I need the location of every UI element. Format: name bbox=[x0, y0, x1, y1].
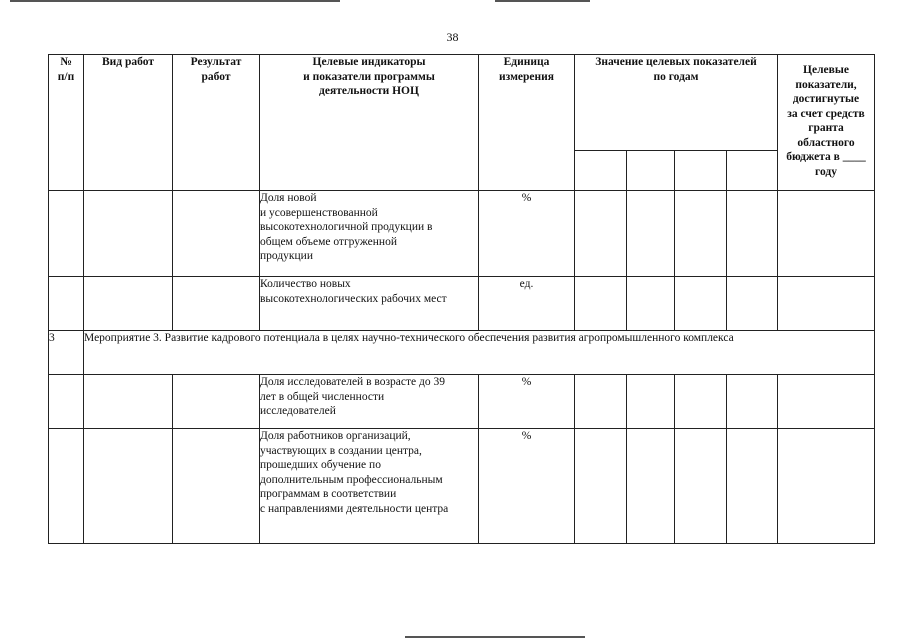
year-cell-4 bbox=[727, 151, 778, 191]
header-work-result: Результат работ bbox=[173, 55, 260, 191]
header-indicators: Целевые индикаторы и показатели программы деятельности НОЦ bbox=[260, 55, 479, 191]
unit-cell: % bbox=[479, 429, 575, 544]
unit-cell: % bbox=[479, 375, 575, 429]
scan-edge-top-right bbox=[495, 0, 590, 2]
scan-edge-bottom bbox=[405, 636, 585, 638]
header-values-by-year: Значение целевых показателей по годам bbox=[575, 55, 778, 151]
indicator-cell: Доля новой и усовершенствованной высокотехнологичной продукции в общем объеме отгруженной продукции bbox=[260, 191, 479, 277]
year-cell-2 bbox=[627, 151, 675, 191]
indicator-cell: Доля работников организаций, участвующих в создании центра, прошедших обучение по дополнительным профессиональным программам в соответствии с направлениями деятельности центра bbox=[260, 429, 479, 544]
scan-edge-top-left bbox=[10, 0, 340, 2]
year-cell-1 bbox=[575, 151, 627, 191]
indicators-table bbox=[48, 54, 875, 544]
indicator-cell: Доля исследователей в возрасте до 39 лет в общей численности исследователей bbox=[260, 375, 479, 429]
unit-cell: % bbox=[479, 191, 575, 277]
table-row bbox=[49, 429, 875, 544]
event-number: 3 bbox=[49, 331, 84, 375]
year-cell-3 bbox=[675, 151, 727, 191]
indicator-cell: Количество новых высокотехнологических рабочих мест bbox=[260, 277, 479, 331]
header-work-type: Вид работ bbox=[84, 55, 173, 191]
header-num: № п/п bbox=[49, 55, 84, 191]
unit-cell: ед. bbox=[479, 277, 575, 331]
header-grant-indicators: Целевые показатели, достигнутые за счет средств гранта областного бюджета в ____ году bbox=[778, 55, 875, 191]
table-row bbox=[49, 375, 875, 429]
event-row bbox=[49, 331, 875, 375]
table-row bbox=[49, 191, 875, 277]
header-unit: Единица измерения bbox=[479, 55, 575, 191]
page-number: 38 bbox=[446, 30, 459, 44]
table-row bbox=[49, 277, 875, 331]
event-title: Мероприятие 3. Развитие кадрового потенциала в целях научно-технического обеспечения развития агропромышленного комплекса bbox=[84, 331, 875, 375]
